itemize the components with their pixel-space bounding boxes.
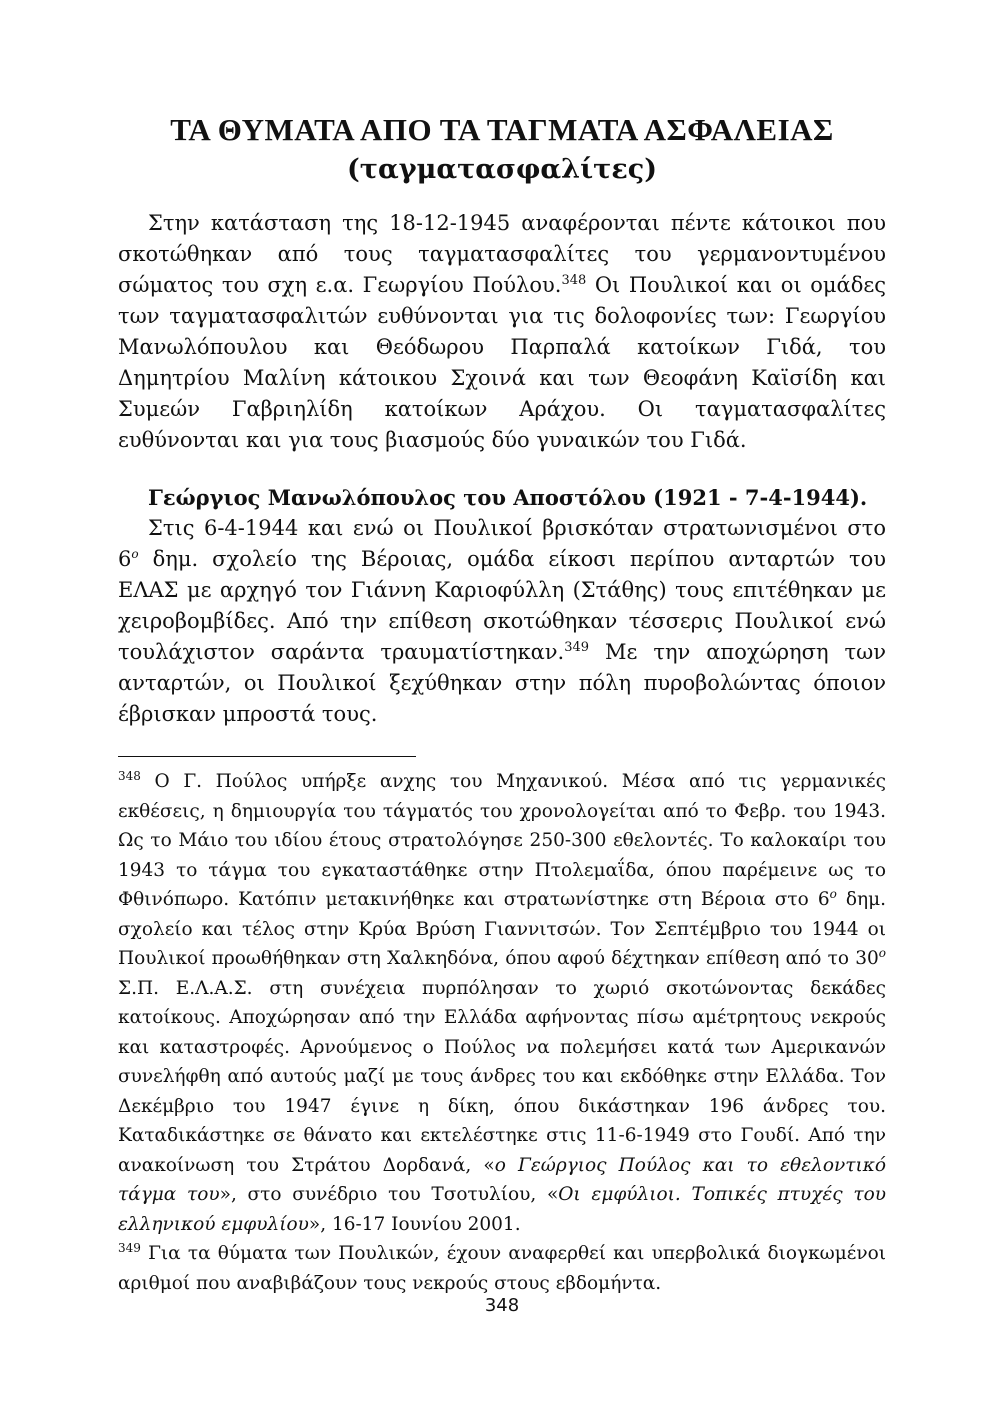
intro-paragraph bbox=[118, 208, 886, 456]
footnote-ref-349[interactable]: 349 bbox=[564, 640, 590, 655]
footnote-348 bbox=[118, 767, 886, 1239]
section-text-3: Με την αποχώρηση των ανταρτών, οι Πουλικοί ξεχύθηκαν στην πόλη πυροβολώντας όποιον έβρισκαν μπροστά τους. bbox=[118, 640, 887, 726]
section-text-2: δημ. σχολείο της Βέροιας, ομάδα είκοσι περίπου ανταρτών του ΕΛΑΣ με αρχηγό τον Γιάννη Καριοφύλλη (Στάθης) τους επιτέθηκαν με χειροβομβίδες. Από την επίθεση σκοτώθηκαν τέσσερις Πουλικοί ενώ τουλάχιστον σαράντα τραυματίστηκαν. bbox=[118, 547, 886, 664]
footnote-348-text-3: Σ.Π. Ε.Λ.Α.Σ. στη συνέχεια πυρπόλησαν το χωριό σκοτώνοντας δεκάδες κατοίκους. Αποχώρησαν από την Ελλάδα αφήνοντας πίσω αμέτρητους νεκρούς και καταστροφές. Αρνούμενος ο Πούλος να πολεμήσει κατά των Αμερικανών συνελήφθη από αυτούς μαζί με τους άνδρες του και εκδόθηκε στην Ελλάδα. Τον Δεκέμβριο του 1947 έγινε η δίκη, όπου δικάστηκαν 196 άνδρες του. Καταδικάστηκε σε θάνατο και εκτελέστηκε στις 11-6-1949 στο Γουδί. Από την ανακοίνωση του Στράτου Δορδανά, « bbox=[118, 977, 886, 1176]
footnote-349 bbox=[118, 1239, 886, 1298]
page-title: ΤΑ ΘΥΜΑΤΑ ΑΠΟ ΤΑ ΤΑΓΜΑΤΑ ΑΣΦΑΛΕΙΑΣ bbox=[170, 112, 834, 147]
ordinal-superscript: ο bbox=[131, 547, 139, 561]
footnote-348-text-5: », 16-17 Ιουνίου 2001. bbox=[308, 1213, 521, 1235]
footnote-348-text-4: », στο συνέδριο του Τσοτυλίου, « bbox=[219, 1184, 559, 1205]
page-content bbox=[118, 112, 886, 1298]
footnote-divider bbox=[118, 756, 416, 757]
footnote-349-text: Για τα θύματα των Πουλικών, έχουν αναφερθεί και υπερβολικά διογκωμένοι αριθμοί που αναβιβάζουν τους νεκρούς στους εβδομήντα. bbox=[118, 1243, 886, 1294]
footnote-348-italic-title-1: ο Γεώργιος Πούλος και το εθελοντικό τάγμα του bbox=[118, 1154, 886, 1205]
intro-text-1: Στην κατάσταση της 18-12-1945 αναφέρονται πέντε κάτοικοι που σκοτώθηκαν από τους ταγματασφαλίτες του γερμανοντυμένου σώματος του σχη ε.α. Γεωργίου Πούλου. bbox=[118, 211, 886, 297]
section-heading: Γεώργιος Μανωλόπουλος του Αποστόλου (1921 - 7-4-1944). bbox=[148, 485, 868, 510]
section-paragraph bbox=[118, 513, 886, 730]
footnote-ref-348[interactable]: 348 bbox=[561, 273, 587, 288]
ordinal-superscript: ο bbox=[829, 886, 837, 901]
section-text-1: Στις 6-4-1944 και ενώ οι Πουλικοί βρισκόταν στρατωνισμένοι στο 6 bbox=[118, 516, 886, 571]
footnote-number-348: 348 bbox=[118, 768, 141, 783]
page-number: 348 bbox=[484, 1295, 520, 1316]
footnote-348-text-1: Ο Γ. Πούλος υπήρξε ανχης του Μηχανικού. Μέσα από τις γερμανικές εκθέσεις, η δημιουργία του τάγματός του χρονολογείται από το Φεβρ. του 1943. Ως το Μάιο του ιδίου έτους στρατολόγησε 250-300 εθελοντές. Το καλοκαίρι του 1943 το τάγμα του εγκαταστάθηκε στην Πτολεμαΐδα, όπου παρέμεινε ως το Φθινόπωρο. Κατόπιν μετακινήθηκε και στρατωνίστηκε στη Βέροια στο 6 bbox=[118, 771, 886, 910]
footnote-348-italic-title-2: Οι εμφύλιοι. Τοπικές πτυχές του ελληνικού εμφυλίου bbox=[118, 1184, 886, 1235]
footnote-number-349: 349 bbox=[118, 1240, 141, 1255]
page-subtitle: (ταγματασφαλίτες) bbox=[347, 154, 657, 185]
ordinal-superscript: ο bbox=[878, 945, 886, 960]
footnote-348-text-2: δημ. σχολείο και τέλος στην Κρύα Βρύση Γιαννιτσών. Τον Σεπτέμβριο του 1944 οι Πουλικοί προωθήθηκαν στη Χαλκηδόνα, όπου αφού δέχτηκαν επίθεση από το 30 bbox=[118, 889, 886, 969]
intro-text-2: Οι Πουλικοί και οι ομάδες των ταγματασφαλιτών ευθύνονται για τις δολοφονίες των: Γεωργίου Μανωλόπουλου και Θεόδωρου Παρπαλά κατοίκων Γιδά, του Δημητρίου Μαλίνη κάτοικου Σχοινά και των Θεοφάνη Καϊσίδη και Συμεών Γαβριηλίδη κατοίκων Αράχου. Οι ταγματασφαλίτες ευθύνονται και για τους βιασμούς δύο γυναικών του Γιδά. bbox=[118, 273, 886, 452]
